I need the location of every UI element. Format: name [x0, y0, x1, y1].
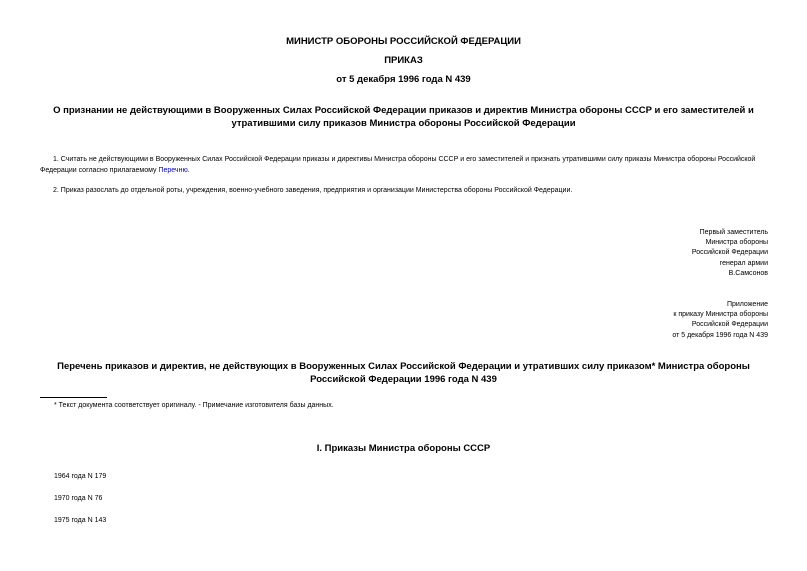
- appendix-block: [672, 300, 768, 341]
- section-title: I. Приказы Министра обороны СССР: [316, 443, 491, 454]
- date-number-heading: от 5 декабря 1996 года N 439: [336, 74, 471, 85]
- appendix-line: Приложение: [726, 301, 768, 308]
- list-item: 1964 года N 179: [54, 473, 107, 480]
- paragraph-1-end: .: [187, 166, 190, 174]
- issuer-heading: МИНИСТР ОБОРОНЫ РОССИЙСКОЙ ФЕДЕРАЦИИ: [286, 36, 521, 47]
- signature-name: В.Самсонов: [728, 269, 768, 277]
- appendix-line: от 5 декабря 1996 года N 439: [672, 331, 768, 339]
- footnote-divider: [40, 397, 107, 398]
- list-item: 1975 года N 143: [54, 517, 107, 524]
- annex-list-link[interactable]: Перечню: [158, 166, 188, 174]
- footnote-text: * Текст документа соответствует оригиналу. - Примечание изготовителя базы данных.: [54, 402, 334, 409]
- signature-block: [692, 228, 768, 279]
- signature-line: генерал армии: [719, 259, 768, 267]
- signature-line: Российской Федерации: [691, 249, 768, 257]
- document-type-heading: ПРИКАЗ: [384, 55, 423, 66]
- appendix-line: Российской Федерации: [691, 321, 768, 329]
- list-title: Перечень приказов и директив, не действующих в Вооруженных Силах Российской Федерации и утративших силу приказом* Министра обороны Российской Федерации 1996 года N 439: [57, 361, 750, 385]
- appendix-line: к приказу Министра обороны: [673, 311, 768, 319]
- list-item: 1970 года N 76: [54, 495, 103, 502]
- signature-line: Министра обороны: [705, 239, 768, 247]
- paragraph-1-text: 1. Считать не действующими в Вооруженных Силах Российской Федерации приказы и директивы Министра обороны СССР и его заместителей и признать утратившими силу приказы Министра обороны Российской Федерации согласно прилагаемому: [40, 156, 756, 174]
- paragraph-2: 2. Приказ разослать до отдельной роты, учреждения, военно-учебного заведения, предприятия и организации Министерства обороны Российской Федерации.: [53, 187, 573, 194]
- subject-heading: О признании не действующими в Вооруженных Силах Российской Федерации приказов и директив Министра обороны СССР и его заместителей и утратившими силу приказов Министра обороны Российской Федерации: [53, 105, 754, 129]
- signature-line: Первый заместитель: [699, 229, 768, 236]
- paragraph-1: [40, 155, 772, 176]
